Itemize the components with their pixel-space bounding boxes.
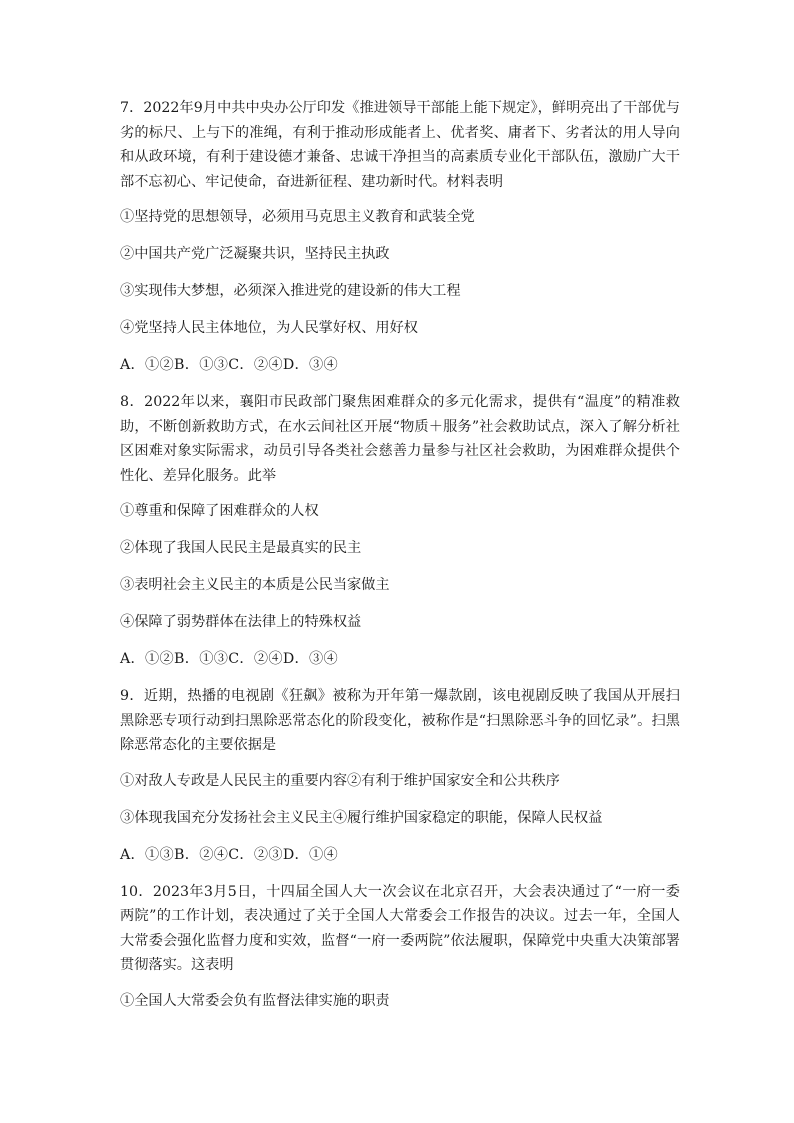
question-10 <box>120 880 680 1013</box>
option-line: ①坚持党的思想领导，必须用马克思主义教育和武装全党 <box>120 209 475 225</box>
option-line: ③表明社会主义民主的本质是公民当家做主 <box>120 577 390 593</box>
answer-choices: A．①②B．①③C．②④D．③④ <box>120 651 338 667</box>
question-7 <box>120 96 680 377</box>
question-stem: 8．2022年以来，襄阳市民政部门聚焦困难群众的多元化需求，提供有“温度”的精准救助，不断创新救助方式，在水云间社区开展“物质＋服务”社会救助试点，深入了解分析社区困难对象实际需求，动员引导各类社会慈善力量参与社区社会救助，为困难群众提供个性化、差异化服务。此举 <box>120 394 680 484</box>
question-8 <box>120 390 680 671</box>
question-list <box>120 96 680 1026</box>
option-line: ①全国人大常委会负有监督法律实施的职责 <box>120 992 390 1009</box>
option-line: ③体现我国充分发扬社会主义民主④履行维护国家稳定的职能，保障人民权益 <box>120 809 603 826</box>
option-line: ④保障了弱势群体在法律上的特殊权益 <box>120 614 362 630</box>
option-line: ③实现伟大梦想，必须深入推进党的建设新的伟大工程 <box>120 283 461 299</box>
question-stem: 9．近期，热播的电视剧《狂飙》被称为开年第一爆款剧，该电视剧反映了我国从开展扫黑除恶专项行动到扫黑除恶常态化的阶段变化，被称作是“扫黑除恶斗争的回忆录”。扫黑除恶常态化的主要依据是 <box>120 688 680 753</box>
option-line: ①对敌人专政是人民民主的重要内容②有利于维护国家安全和公共秩序 <box>120 772 560 789</box>
answer-choices: A．①③B．②④C．②③D．①④ <box>120 846 338 863</box>
answer-choices: A．①②B．①③C．②④D．③④ <box>120 357 338 373</box>
option-line: ②体现了我国人民民主是最真实的民主 <box>120 540 362 556</box>
question-9 <box>120 684 680 867</box>
question-stem: 10．2023年3月5日，十四届全国人大一次会议在北京召开，大会表决通过了“一府一委两院”的工作计划，表决通过了关于全国人大常委会工作报告的决议。过去一年，全国人大常委会强化监督力度和实效，监督“一府一委两院”依法履职，保障党中央重大决策部署贯彻落实。这表明 <box>120 883 680 973</box>
question-stem: 7．2022年9月中共中央办公厅印发《推进领导干部能上能下规定》，鲜明亮出了干部优与劣的标尺、上与下的准绳，有利于推动形成能者上、优者奖、庸者下、劣者汰的用人导向和从政环境，有利于建设德才兼备、忠诚干净担当的高素质专业化干部队伍，激励广大干部不忘初心、牢记使命，奋进新征程、建功新时代。材料表明 <box>120 100 680 190</box>
option-line: ④党坚持人民主体地位，为人民掌好权、用好权 <box>120 320 418 336</box>
option-line: ①尊重和保障了困难群众的人权 <box>120 503 319 519</box>
option-line: ②中国共产党广泛凝聚共识，坚持民主执政 <box>120 246 390 262</box>
